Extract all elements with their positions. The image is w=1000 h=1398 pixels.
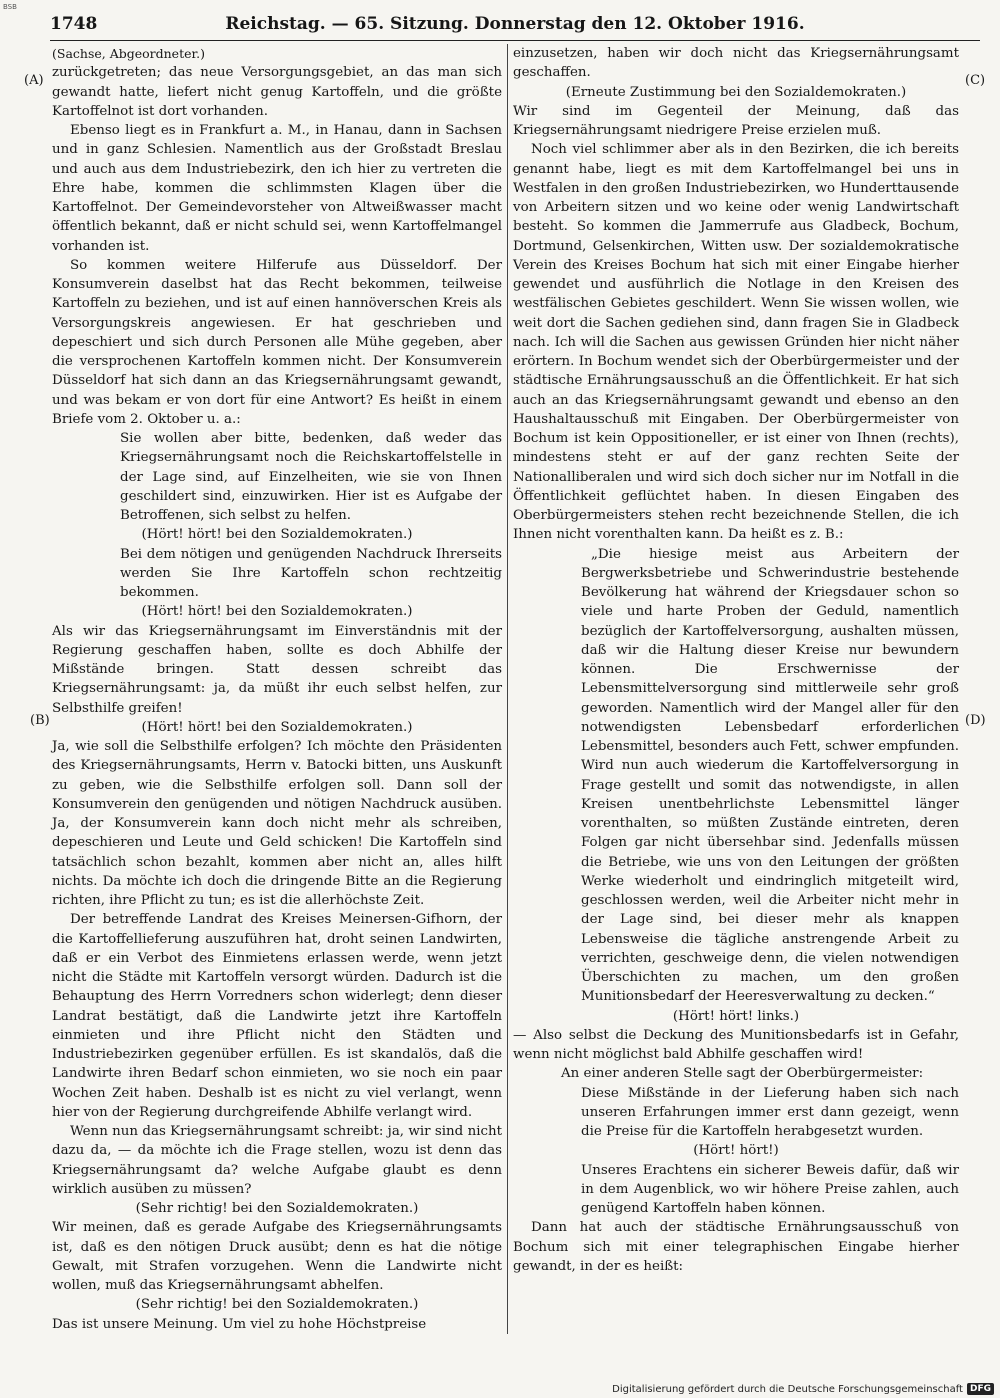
margin-mark-d: (D) bbox=[965, 713, 986, 728]
right-column bbox=[513, 44, 959, 1276]
quoted-passage: Diese Mißstände in der Lieferung haben sich nach unseren Erfahrungen immer erst dann gezeigt, wenn die Preise für die Kartoffeln herabgesetzt wurden. bbox=[581, 1085, 959, 1139]
paragraph: einzusetzen, haben wir doch nicht das Kriegsernährungsamt geschaffen. bbox=[513, 46, 959, 81]
interjection: (Hört! hört! links.) bbox=[672, 1008, 800, 1024]
quoted-passage: Bei dem nötigen und genügenden Nachdruck Ihrerseits werden Sie Ihre Kartoffeln schon rechtzeitig bekommen. bbox=[120, 546, 502, 600]
page-number: 1748 bbox=[50, 14, 98, 34]
paragraph: So kommen weitere Hilferufe aus Düsseldorf. Der Konsumverein daselbst hat das Recht bekommen, teilweise Kartoffeln zu beziehen, und ist auf einen hannöverschen Kreis als Versorgungskreis angewiesen. Er hat geschrieben und depeschiert und sich durch Personen alle Mühe gegeben, aber die versprochenen Kartoffeln kommen nicht. Der Konsumverein Düsseldorf hat sich dann an das Kriegsernährungsamt gewandt, und was bekam er von dort für eine Antwort? Es heißt in einem Briefe vom 2. Oktober u. a.: bbox=[52, 257, 502, 427]
paragraph: Ebenso liegt es in Frankfurt a. M., in Hanau, dann in Sachsen und in ganz Schlesien. Namentlich aus der Großstadt Breslau und auch aus dem Industriebezirk, den ich hier zu vertreten die Ehre habe, kommen die schlimmsten Klagen über die Kartoffelnot. Der Gemeindevorsteher von Altweißwasser macht öffentlich bekannt, daß er nicht schuld sei, wenn Kartoffelmangel vorhanden ist. bbox=[52, 123, 502, 254]
quoted-passage: „Die hiesige meist aus Arbeitern der Bergwerksbetriebe und Schwerindustrie bestehende Bevölkerung hat während der Kriegsdauer schon so viele und harte Proben der Geduld, namentlich bezüglich der Kartoffelversorgung, aushalten müssen, daß wir die Haltung dieser Kreise nur bewundern können. Die Erschwernisse der Lebensmittelversorgung sind mittlerweile sehr groß geworden. Namentlich wird der Mangel aller für den notwendigsten Lebensbedarf erforderlichen Lebensmittel, besonders auch Fett, schwer empfunden. Wird nun auch wiederum die Kartoffelversorgung in Frage gestellt und somit das notwendigste, in allen Kreisen unentbehrlichste Lebensmittel länger vorenthalten, so müßten Zustände eintreten, deren Folgen gar nicht übersehbar sind. Jedenfalls müssen die Betriebe, wie uns von den Leitungen der größten Werke wiederholt und eindringlich mitgeteilt wird, geschlossen werden, weil die Arbeiter nicht mehr in der Lage sind, bei dieser mehr als knappen Lebensweise die tägliche anstrengende Arbeit zu verrichten, geschweige denn, die vielen notwendigen Überschichten zu machen, um den großen Munitionsbedarf der Heeresverwaltung zu decken.“ bbox=[581, 546, 959, 1005]
paragraph: An einer anderen Stelle sagt der Oberbürgermeister: bbox=[561, 1066, 924, 1082]
paragraph: Wenn nun das Kriegsernährungsamt schreibt: ja, wir sind nicht dazu da, — da möchte ich die Frage stellen, wozu ist denn das Kriegsernährungsamt da? welche Aufgabe glaubt es denn wirklich ausüben zu müssen? bbox=[52, 1124, 502, 1197]
quoted-passage: Sie wollen aber bitte, bedenken, daß weder das Kriegsernährungsamt noch die Reichskartoffelstelle in der Lage sind, auf Einzelheiten, wie sie von Ihnen geschildert sind, einzuwirken. Hier ist es Aufgabe der Betroffenen, sich selbst zu helfen. bbox=[120, 431, 502, 523]
footer-credit: Digitalisierung gefördert durch die Deutsche Forschungsgemeinschaft bbox=[612, 1383, 963, 1395]
margin-mark-c: (C) bbox=[965, 73, 986, 88]
paragraph: Der betreffende Landrat des Kreises Meinersen-Gifhorn, der die Kartoffellieferung auszuführen hat, droht seinen Landwirten, daß er ein Verbot des Einmietens erlassen werde, wenn jetzt nicht die Städte mit Kartoffeln versorgt würden. Dadurch ist die Behauptung des Herrn Vorredners schon widerlegt; denn dieser Landrat bestätigt, daß die Landwirte jetzt ihre Kartoffeln einmieten und ihre Pflicht nicht den Städten und Industriebezirken gegenüber erfüllen. Es ist skandalös, daß die Landwirte ihren Bedarf schon einmieten, wo sie noch ein paar Wochen Zeit haben. Deshalb ist es nicht zu viel verlangt, wenn hier von der Regierung durchgreifende Abhilfe verlangt wird. bbox=[52, 912, 502, 1120]
interjection: (Hört! hört!) bbox=[693, 1143, 779, 1159]
interjection: (Sehr richtig! bei den Sozialdemokraten.) bbox=[135, 1201, 419, 1216]
paragraph: — Also selbst die Deckung des Munitionsbedarfs ist in Gefahr, wenn nicht möglichst bald Abhilfe geschaffen wird! bbox=[513, 1027, 959, 1062]
interjection: (Erneute Zustimmung bei den Sozialdemokraten.) bbox=[565, 84, 907, 100]
paragraph: (Sachse, Abgeordneter.) bbox=[52, 46, 205, 61]
margin-mark-a: (A) bbox=[24, 73, 44, 88]
paragraph: zurückgetreten; das neue Versorgungsgebiet, an das man sich gewandt hatte, liefert nicht genug Kartoffeln, und die größte Kartoffelnot ist dort vorhanden. bbox=[52, 65, 502, 119]
quoted-passage: Unseres Erachtens ein sicherer Beweis dafür, daß wir in dem Augenblick, wo wir höhere Preise zahlen, auch genügend Kartoffeln haben können. bbox=[581, 1162, 959, 1216]
interjection: (Sehr richtig! bei den Sozialdemokraten.) bbox=[135, 1297, 419, 1313]
paragraph: Das ist unsere Meinung. Um viel zu hohe Höchstpreise bbox=[52, 1316, 427, 1332]
page-header bbox=[50, 14, 980, 41]
page-title: Reichstag. — 65. Sitzung. Donnerstag den 12. Oktober 1916. bbox=[225, 14, 805, 34]
interjection: (Hört! hört! bei den Sozialdemokraten.) bbox=[141, 719, 413, 735]
left-column bbox=[52, 44, 502, 1334]
interjection: (Hört! hört! bei den Sozialdemokraten.) bbox=[141, 604, 413, 620]
column-divider bbox=[507, 44, 508, 1334]
interjection: (Hört! hört! bei den Sozialdemokraten.) bbox=[141, 527, 413, 543]
paragraph: Als wir das Kriegsernährungsamt im Einverständnis mit der Regierung geschaffen haben, sollte es doch Abhilfe der Mißstände bringen. Statt dessen schreibt das Kriegsernährungsamt: ja, da müßt ihr euch selbst helfen, zur Selbsthilfe greifen! bbox=[52, 623, 502, 716]
paragraph: Ja, wie soll die Selbsthilfe erfolgen? Ich möchte den Präsidenten des Kriegsernährungsamts, Herrn v. Batocki bitten, uns Auskunft zu geben, wie die Selbsthilfe erfolgen soll. Dann soll der Konsumverein den genügenden und nötigen Nachdruck ausüben. Ja, der Konsumverein kann doch nicht mehr als schreiben, depeschieren und Leute und Geld schicken! Die Kartoffeln sind tatsächlich schon bezahlt, kommen aber nicht an, alles hilft nichts. Da möchte ich doch die dringende Bitte an die Regierung richten, ihre Pflicht zu tun; es ist die allerhöchste Zeit. bbox=[52, 739, 502, 908]
paragraph: Dann hat auch der städtische Ernährungsausschuß von Bochum sich mit einer telegraphischen Eingabe hierher gewandt, in der es heißt: bbox=[513, 1220, 959, 1274]
paragraph: Noch viel schlimmer aber als in den Bezirken, die ich bereits genannt habe, liegt es mit dem Kartoffelmangel bei uns in Westfalen in den großen Industriebezirken, wo Hunderttausende von Arbeitern sitzen und wo keine oder wenig Landwirtschaft besteht. So kommen die Jammerrufe aus Gladbeck, Bochum, Dortmund, Gelsenkirchen, Witten usw. Der sozialdemokratische Verein des Kreises Bochum hat sich mit einer Eingabe hierher gewendet und ausführlich die Notlage in den Kreisen des westfälischen Gebietes geschildert. Wenn Sie wissen wollen, wie weit dort die Sachen gediehen sind, dann fragen Sie in Gladbeck nach. Ich will die Sachen aus gewissen Gründen hier nicht näher erörtern. In Bochum wendet sich der Oberbürgermeister und der städtische Ernährungsausschuß an die Öffentlichkeit. Er hat sich auch an das Kriegsernährungsamt gewandt und ebenso an den Haushaltausschuß mit Eingaben. Der Oberbürgermeister von Bochum ist kein Oppositioneller, er ist einer von Ihnen (rechts), mindestens steht er auf der ganz rechten Seite der Nationalliberalen und wird sich doch sicher nur im Notfall in die Öffentlichkeit geflüchtet haben. In diesen Eingaben des Oberbürgermeisters stehen recht bezeichnende Stellen, die ich Ihnen nicht vorenthalten kann. Da heißt es z. B.: bbox=[513, 142, 959, 543]
dfg-logo: DFG bbox=[967, 1383, 994, 1395]
paragraph: Wir sind im Gegenteil der Meinung, daß das Kriegsernährungsamt niedrigere Preise erzielen muß. bbox=[513, 103, 959, 138]
corner-mark: BSB bbox=[3, 3, 17, 11]
margin-mark-b: (B) bbox=[30, 713, 50, 728]
footer bbox=[612, 1383, 994, 1395]
paragraph: Wir meinen, daß es gerade Aufgabe des Kriegsernährungsamts ist, daß es den nötigen Druck ausübt; denn es hat die nötige Gewalt, mit Strafen vorzugehen. Wenn die Landwirte nicht wollen, muß das Kriegsernährungsamt abhelfen. bbox=[52, 1220, 502, 1293]
